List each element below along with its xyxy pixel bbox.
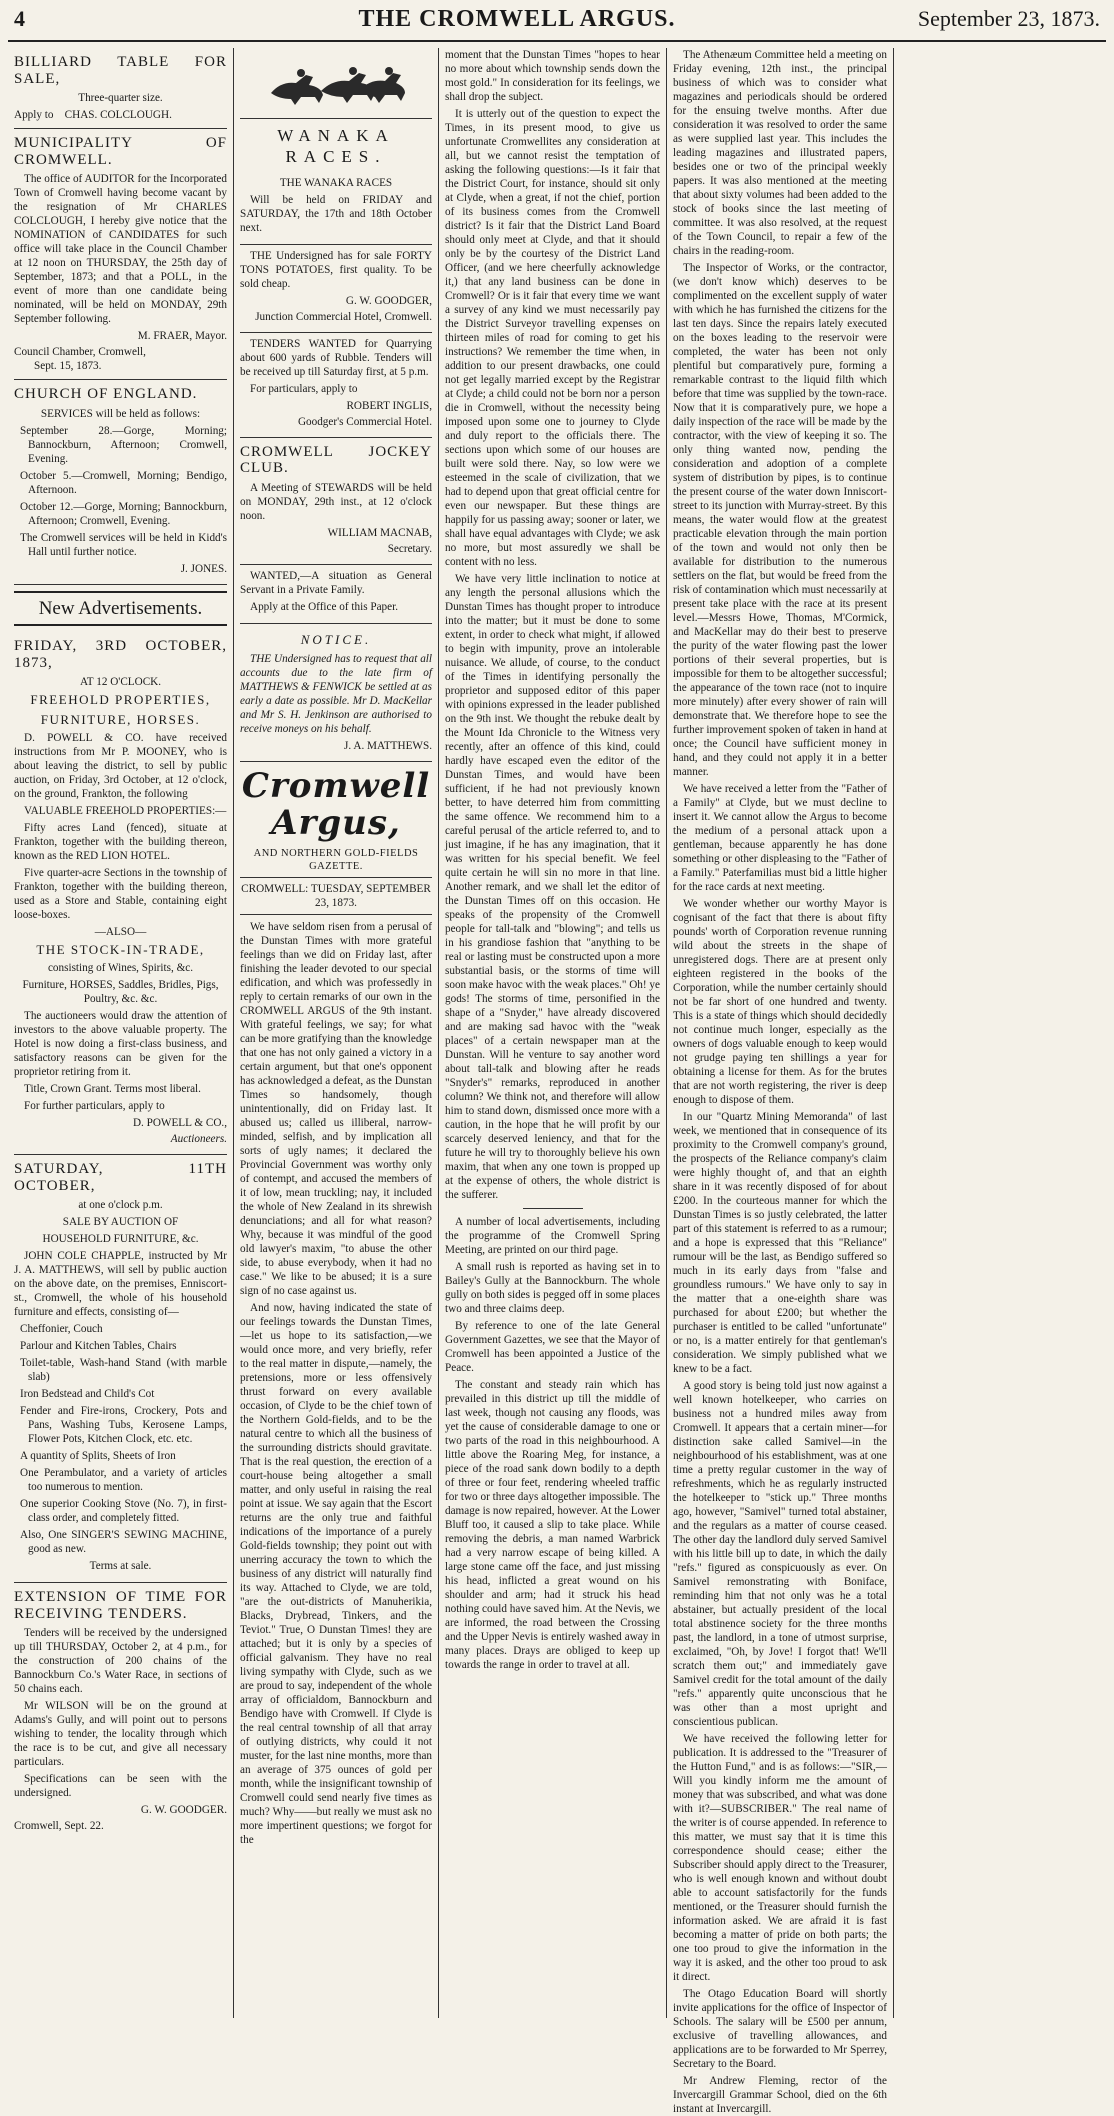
news-item: Mr Andrew Fleming, rector of the Invercargill Grammar School, died on the 6th instant at Invercargill.	[673, 2075, 887, 2115]
argus-masthead	[240, 762, 432, 878]
newspaper-title: THE CROMWELL ARGUS.	[358, 6, 676, 32]
news-item: By reference to one of the late General Government Gazettes, we see that the Mayor of Cromwell has been appointed a Justice of the Peace.	[445, 1320, 660, 1374]
municipality-sig: M. FRAER, Mayor.	[137, 330, 227, 342]
municipality-date: Sept. 15, 1873.	[34, 360, 102, 372]
auction1-time: AT 12 O'CLOCK.	[79, 676, 162, 689]
column-4	[666, 48, 893, 2115]
news-item: A good story is being told just now against a well known hotelkeeper, who carries on business not a hundred miles away from Cromwell. It appears that a certain miner—for distinction sake called Samivel—in the neighbourhood of his establishment, was at one time a pretty regular customer in the way of refreshments, which he as regularly instructed the hotelkeeper to "stick up." Three months ago, however, "Samivel" turned total abstainer, and the regulars as a matter of course ceased. The other day the landlord duly served Samivel with his little bill up to date, in which the daily "refs." figured as conspicuously as ever. On Samivel remonstrating with Boniface, reminding him that not only was he a total abstainer, but actually president of the local total abstinence society for the three months past, the landlord, in a tone of utmost surprise, exclaimed, "Oh, by Jove! I forgot that! We'll scratch them out;" and immediately gave Samivel credit for the total amount of the daily "refs." apparently quite unconscious that he was other than a most upright and conscientious publican.	[673, 1380, 887, 1728]
auction1-title2: FURNITURE, HORSES.	[40, 711, 201, 727]
billiard-apply: Apply to	[14, 109, 54, 121]
editorial-paragraph: And now, having indicated the state of our feelings towards the Dunstan Times, —let us hope to its satisfaction,—we would once more, and very briefly, refer to the real matter in dispute,—namely, the pretensions, more or less offensively thrust forward on every available occasion, of Clyde to be the chief town of the Northern Gold-fields, and to be the natural centre to which all the business of the surrounding districts should gravitate. That is the real question, the erection of a court-house being altogether a small matter, and only useful in raising the real point at issue. We say again that the Escort returns are the only true and faithful indications of the importance of a purely Gold-fields township; they point out with unerring accuracy the town to which the business of any district will naturally find its way. Attached to Clyde, we are told, "are the out-districts of Manuherikia, Blacks, Drybread, Tinkers, and the Teviot." True, O Dunstan Times! they are attached; but it is only by a species of official galvanism. They have no real living sympathy with Clyde, such as we are proud to say, independent of the whole array of officialdom, Bannockburn and Bendigo have with Cromwell. If Clyde is the real central township of all that array of outlying districts, why could it not muster, for the last nine months, more than an average of 375 ounces of gold per month, while the insignificant township of Cromwell could send nearly five times as much? Why——but really we must ask no more impertinent questions; we forgot for the	[240, 1301, 432, 1846]
jockey-body: A Meeting of STEWARDS will be held on MONDAY, 29th inst., at 12 o'clock noon.	[240, 481, 432, 522]
municipality-place: Council Chamber, Cromwell,	[14, 346, 146, 358]
divider	[523, 1208, 583, 1209]
church-line: September 28.—Gorge, Morning; Bannockburn, Afternoon; Cromwell, Evening.	[20, 424, 227, 465]
auction1-stock2: consisting of Wines, Spirits, &c.	[47, 962, 194, 974]
auction1-p1: Fifty acres Land (fenced), situate at Frankton, together with the building thereon, known as the RED LION HOTEL.	[14, 821, 227, 862]
argus-subtitle: AND NORTHERN GOLD-FIELDS GAZETTE.	[253, 847, 419, 872]
news-item: We have received the following letter for publication. It is addressed to the "Treasurer of the Hutton Fund," and is as follows:—"SIR,—Will you kindly inform me the amount of money that was subscribed, and what was done with it?—SUBSCRIBER." The real name of the writer is of course appended. In reference to this matter, we must say that it is time this correspondence should cease; either the Subscriber should apply direct to the Treasurer, who is well enough known and without doubt able to account satisfactorily for the funds mentioned, or the Treasurer should furnish the information asked. We are afraid it is fast becoming a matter of pride on both parts; the one too proud to give the information in the way it is asked, and the other too proud to ask it direct.	[673, 1733, 888, 1983]
extension-ad	[14, 1583, 227, 1839]
horse-race-cut	[240, 48, 432, 119]
auction2-item: A quantity of Splits, Sheets of Iron	[20, 1450, 176, 1462]
news-item: We wonder whether our worthy Mayor is cognisant of the fact that there is about fifty pounds' worth of Corporation revenue running wild about the streets in the shape of unregistered dogs. There are at present only eighteen registered in the books of the Corporation, while the number certainly should not be far short of one hundred and twenty. This is a state of things which should decidedly not continue much longer, especially as the owners of dogs valuable enough to keep would not grudge paying ten shillings a year for obtaining a license for them. As for the brutes that are not worth registering, the river is deep enough to dispose of them.	[673, 898, 887, 1106]
municipality-head: MUNICIPALITY OF CROMWELL.	[14, 135, 227, 168]
potatoes-sig: G. W. GOODGER,	[345, 294, 432, 307]
church-head: CHURCH OF ENGLAND.	[14, 386, 198, 402]
column-2	[233, 48, 438, 2018]
notice-body: THE Undersigned has to request that all accounts due to the late firm of MATTHEWS & FENWICK be settled at as early a date as possible. Mr D. MacKellar and Mr S. H. Jenkinson are authorised to receive moneys on his behalf.	[240, 652, 432, 735]
notice-ad	[240, 624, 432, 762]
wanaka-ad	[240, 119, 432, 245]
church-ad	[14, 380, 227, 585]
auction1-sig2: Auctioneers.	[170, 1133, 227, 1145]
column-3	[438, 48, 666, 2018]
auction1-body: D. POWELL & CO. have received instructions from Mr P. MOONEY, who is about leaving the district, to sell by public auction, on Friday, 3rd October, at 12 o'clock, on the ground, Frankton, the following	[14, 731, 227, 800]
auction-ad-1	[14, 632, 227, 1155]
auction2-terms: Terms at sale.	[89, 1560, 152, 1572]
notice-head: NOTICE.	[300, 631, 372, 647]
issue-date: September 23, 1873.	[917, 6, 1100, 31]
editorial-paragraph: It is utterly out of the question to expect the Times, in its present mood, to give us unfortunate Cromwellites any consideration at all, but we cannot resist the temptation of asking the following questions:—Is it fair that the District Court, for instance, should sit only at Clyde, when a great, if not the chief, portion of its business comes from the Cromwell district? Is it fair that the District Land Board should only meet at Clyde, and that it should only be by the courtesy of the District Land Officer, (and we here cheerfully acknowledge it,) that any land business can be done in Cromwell? Or is it fair that every time we want a survey of any kind we must necessarily pay the District Surveyor travelling expenses on thirteen miles of road for coming to get his instructions? We remember the time when, in addition to our present drawbacks, one could not get legally married except by the Registrar at Clyde; a child could not be born nor a person die in Cromwell, without the necessity being imposed upon some one to journey to Clyde and duly report to the officials there. The sections upon which some of our houses are built were sold there. Nay, so low were we esteemed in the scale of civilization, that we had to depend upon that great official centre for even our newspaper. But these things are happily for us passing away; sooner or later, we shall have equal advantages with Clyde; we ask no more, but most assuredly we shall be content with no less.	[445, 108, 660, 568]
extension-date: Cromwell, Sept. 22.	[14, 1820, 104, 1832]
editorial-paragraph: We have very little inclination to notice at any length the personal allusions which the Dunstan Times has thought proper to introduce into the matter; but it must be done to some extent, in order to check what might, if allowed to begin with impunity, prove an intolerable nuisance. We allude, of course, to the conduct of the Times in identifying personally the proprietor and supposed editor of this paper with opinions expressed in the leader published on the 9th inst. We thought the rebuke dealt by the Mount Ida Chronicle to the Witness very recently, after an offence of this kind, could hardly have escaped even the editor of the Dunstan Times, and would have been sufficient, if he had not previously known better, to have deterred him from committing the same offence. We recommend him to a careful perusal of the article referred to, and to just imagine, if he has any imagination, that it was written for his special benefit. We feel quite certain he will sin no more in that line. Another remark, and we shall let the editor of the Dunstan Times off on this occasion. He speaks of the propensity of the Cromwell people for tall-talk and "blowing"; and tells us in his grandiose fashion that "anything to be real or lasting must be constructed upon a more substantial basis, or the storms of time will soon make havoc with the weak places." Oh! ye gods! The storms of time, personified in the shape of a "Snyder," have already discovered and are making sad havoc with the "weak places" of a certain newspaper man at the Dunstan. Will he venture to say another word about tall-talk and blowing after he reads "Snyder's" remarks, reproduced in another column? We think not, and therefore will allow him to stand down, dismissed once more with a caution, in the hope that he will profit by our scarcely deserved leniency, and that for the future he will try to thoroughly believe his own maxim, that when any one town is propped up at the expense of others, the whole district is the sufferer.	[445, 573, 660, 1201]
tenders-sig: ROBERT INGLIS,	[346, 399, 432, 412]
auction2-t1: SALE BY AUCTION OF	[62, 1216, 179, 1228]
billiard-name: CHAS. COLCLOUGH.	[64, 109, 172, 121]
tenders-sig2: Goodger's Commercial Hotel.	[297, 415, 432, 428]
news-item: The Otago Education Board will shortly invite applications for the office of Inspector of Schools. The salary will be £500 per annum, exclusive of travelling allowances, and applications are to be forwarded to Mr Sperrey, Secretary to the Board.	[673, 1988, 887, 2070]
auction1-title: Title, Crown Grant. Terms most liberal.	[24, 1083, 201, 1095]
church-sig: J. JONES.	[180, 562, 227, 575]
tenders-body: TENDERS WANTED for Quarrying about 600 yards of Rubble. Tenders will be received up till Saturday first, at 5 p.m.	[240, 337, 432, 378]
editorial-paragraph: moment that the Dunstan Times "hopes to hear no more about which township sends down the most gold." In consideration for its feelings, we shall drop the subject.	[445, 49, 660, 103]
news-item: The Athenæum Committee held a meeting on Friday evening, 12th inst., the principal business of which was to consider what magazines and periodicals should be ordered for the ensuing twelve months. After due consideration it was resolved to order the same as were supplied last year. This includes the leading magazines and illustrated papers, besides one or two of the principal weekly papers. It was also mentioned at the meeting that about sixty volumes had been added to the stock of books since the last meeting of committee. It was also resolved, at the request of the Town Council, to repair a few of the chairs in the reading-room.	[673, 49, 887, 257]
billiard-sub: Three-quarter size.	[78, 92, 163, 104]
municipality-ad	[14, 129, 227, 380]
auction2-item: Fender and Fire-irons, Crockery, Pots and Pans, Washing Tubs, Kerosene Lamps, Flower Pots, Kitchen Clock, etc. etc.	[20, 1405, 227, 1445]
auction2-item: One Perambulator, and a variety of articles too numerous to mention.	[20, 1467, 227, 1493]
news-item: The Inspector of Works, or the contractor, (we don't know which) deserves to be complimented on the excellent supply of water with which he has furnished the citizens for the last ten days. Since the repairs lately executed on the boxes leading to the reservoir were completed, the water has been not only plentiful but comparatively pure, forming a remarkable contrast to the liquid filth which before that time was supplied by the town-race. Now that it is comparatively pure, we hope a daily inspection of the race will be made by the contractor, with the view of keeping it so. The only thing wanted now, pending the consideration and adoption of a complete system of distribution by pipes, is to continue the present course of the water down Inniscort-street to its junction with Murray-street. By this means, the water would flow at the greatest practicable elevation through the main portion of the town and would not only then be available for distribution to the numerous settlers on the flat, but would be freed from the risk of contamination which must necessarily at present take place with the race at its present level.—Messrs Howe, Thomas, M'Cormick, and MacKellar may do their best to preserve the purity of the water flowing past the lower portions of their several properties, but is impossible for them to be altogether successful; the appearance of the town race (not to inquire more minutely) after every shower of rain will demonstrate that. We therefore hope to see the further improvement spoken of taken in hand at once; the Council have sufficient money in hand, and they could not apply it in a better manner.	[673, 262, 887, 778]
extension-sig: G. W. GOODGER.	[140, 1804, 227, 1816]
municipality-body: The office of AUDITOR for the Incorporated Town of Cromwell having become vacant by the resignation of Mr CHARLES COLCLOUGH, I hereby give notice that the NOMINATION of CANDIDATES for such office will take place in the Council Chamber at 12 noon on THURSDAY, the 25th day of September, 1873; and that a POLL, in the event of more than one candidate being nominated, will be held on MONDAY, 29th September following.	[14, 173, 227, 325]
wanaka-head: WANAKA RACES.	[277, 126, 395, 167]
extension-spec: Specifications can be seen with the undersigned.	[14, 1773, 227, 1799]
auction1-p3: The auctioneers would draw the attention of investors to the above valuable property. The Hotel is now doing a first-class business, and satisfactory reasons can be given for the proprietor retiring from it.	[14, 1010, 227, 1078]
jockey-club-ad	[240, 438, 432, 565]
wanaka-sub: THE WANAKA RACES	[279, 176, 393, 189]
extension-body: Tenders will be received by the undersigned up till THURSDAY, October 2, at 4 p.m., for the construction of 200 chains of the Bannockburn Co.'s Water Race, in sections of 50 chains each.	[14, 1627, 227, 1695]
tenders-for: For particulars, apply to	[250, 382, 358, 395]
auction2-item: Parlour and Kitchen Tables, Chairs	[20, 1340, 177, 1352]
auction1-sig: D. POWELL & CO.,	[132, 1117, 227, 1129]
auction1-furn: Furniture, HORSES, Saddles, Bridles, Pigs, Poultry, &c. &c.	[22, 979, 219, 1005]
argus-title: Cromwell Argus,	[241, 765, 431, 844]
church-line: October 12.—Gorge, Morning; Bannockburn, Afternoon; Cromwell, Evening.	[20, 500, 227, 527]
potatoes-sig2: Junction Commercial Hotel, Cromwell.	[255, 310, 432, 323]
church-intro: SERVICES will be held as follows:	[40, 407, 201, 420]
page-masthead	[8, 6, 1106, 42]
auction1-further: For further particulars, apply to	[24, 1100, 165, 1112]
potatoes-ad	[240, 245, 432, 333]
auction2-item: Iron Bedstead and Child's Cot	[20, 1388, 155, 1400]
auction1-head: FRIDAY, 3RD OCTOBER, 1873,	[14, 638, 227, 671]
quarry-tenders-ad	[240, 333, 432, 438]
column-1	[8, 48, 233, 2018]
jockey-sig2: Secretary.	[387, 542, 432, 555]
news-item: We have received a letter from the "Father of a Family" at Clyde, but we must decline to insert it. We cannot allow the Argus to become the medium of a personal attack upon a gentleman, because apparently he has done something or other displeasing to the "Father of a Family." Paterfamilias must bid a little higher for the race cards at next meeting.	[673, 783, 887, 893]
news-item: A small rush is reported as having set in to Bailey's Gully at the Bannockburn. The whole gully on both sides is pegged off in some places two and three claims deep.	[445, 1261, 660, 1315]
church-line: October 5.—Cromwell, Morning; Bendigo, Afternoon.	[20, 469, 227, 496]
extension-head: EXTENSION OF TIME FOR RECEIVING TENDERS.	[14, 1589, 227, 1622]
columns	[8, 48, 1106, 2115]
jockey-head: CROMWELL JOCKEY CLUB.	[240, 443, 432, 476]
news-item: In our "Quartz Mining Memoranda" of last week, we mentioned that in consequence of its proximity to the Cromwell company's ground, the prospects of the Reliance company's claim were highly thought of, and that an eighth share in it was recently disposed of for about £200. In the courteous manner for which the Dunstan Times is so justly celebrated, the latter part of this statement is referred to as a rumour; and a hope is expressed that this "Reliance" rumour will be the last, as Bendigo suffered so much in its early days from "false and groundless rumours." We have only to say in the matter that a one-eighth share was purchased for about £200; but whether the purchaser is entitled to be called "unfortunate" or no, is a matter entirely for that gentleman's consideration. We simply published what we knew to be a fact.	[673, 1111, 887, 1375]
racehorses-icon	[261, 53, 411, 113]
auction2-head: SATURDAY, 11TH OCTOBER,	[14, 1161, 227, 1194]
auction-ad-2	[14, 1155, 227, 1583]
billiard-head: BILLIARD TABLE FOR SALE,	[14, 54, 227, 87]
auction1-title1: FREEHOLD PROPERTIES,	[30, 692, 211, 708]
news-item: The constant and steady rain which has prevailed in this district up till the middle of last week, though not causing any floods, was yet the cause of considerable damage to one or two parts of the road in this neighbourhood. A little above the Roaring Meg, for instance, a piece of the road sank down bodily to a depth of three or four feet, rendering wheeled traffic for two or three days altogether impossible. The damage is now repaired, however. At the Lower Bluff too, it caused a slip to take place. While removing the debris, a man named Warbrick had a very narrow escape of being killed. A large stone came off the face, and just missing his head, inflicted a great wound on his shoulder and arm; had it struck his head nothing could have saved him. At the Nevis, we are informed, the road between the Crossing and the Upper Nevis is entirely washed away in many places. Drays are obliged to keep up towards the range in order to travel at all.	[445, 1379, 660, 1671]
news-item: A number of local advertisements, including the programme of the Cromwell Spring Meeting, are printed on our third page.	[445, 1216, 660, 1256]
auction2-item: Cheffonier, Couch	[20, 1323, 103, 1335]
wanaka-body: Will be held on FRIDAY and SATURDAY, the 17th and 18th October next.	[240, 193, 432, 234]
auction2-item: Also, One SINGER'S SEWING MACHINE, good as new.	[20, 1529, 227, 1555]
auction2-item: Toilet-table, Wash-hand Stand (with marble slab)	[20, 1357, 227, 1383]
auction2-body: JOHN COLE CHAPPLE, instructed by Mr J. A. MATTHEWS, will sell by public auction on the above date, on the premises, Enniscort-st., Cromwell, the whole of his household furniture and effects, consisting of—	[14, 1250, 227, 1318]
auction2-t2: HOUSEHOLD FURNITURE, &c.	[42, 1233, 199, 1245]
auction1-also: —ALSO—	[94, 925, 147, 938]
jockey-sig: WILLIAM MACNAB,	[327, 526, 432, 539]
auction1-p2: Five quarter-acre Sections in the township of Frankton, together with the building thereon, used as a Store and Stable, containing eight loose-boxes.	[14, 866, 227, 921]
wanted-ad	[240, 565, 432, 624]
auction1-vfp: VALUABLE FREEHOLD PROPERTIES:—	[24, 804, 227, 817]
billiard-ad	[14, 48, 227, 129]
potatoes-body: THE Undersigned has for sale FORTY TONS POTATOES, first quality. To be sold cheap.	[240, 249, 432, 290]
editorial-paragraph: We have seldom risen from a perusal of the Dunstan Times with more grateful feelings than we did on Friday last, after finishing the leader devoted to our special edification, and which was professedly in reply to certain remarks of our own in the CROMWELL ARGUS of the 9th instant. With grateful feelings, we say; for what can be more gratifying than the knowledge that one has not only gained a victory in a certain argument, but that one's opponent has acknowledged a defeat, as the Dunstan Times so handsomely, though unintentionally, did on Friday last. It abused us; called us illiberal, narrow-minded, selfish, and by implication all sorts of ugly names; it declared the Provincial Government was worthy only of contempt, and accused the members of it of low, mean truckling; nay, it included the whole of New Zealand in its shrewish denunciations; and all for what reason? Why, because it was mindful of the good old lawyer's maxim, "to abuse the other side, to abuse everybody, when it had no case." We like to be abused; it is a sure sign of no case against us.	[240, 920, 432, 1297]
wanted-apply: Apply at the Office of this Paper.	[250, 600, 398, 613]
new-advertisements-heading: New Advertisements.	[14, 591, 227, 627]
notice-sig: J. A. MATTHEWS.	[344, 739, 432, 752]
editorial-dateline: CROMWELL: TUESDAY, SEPTEMBER 23, 1873.	[240, 878, 432, 915]
church-line: The Cromwell services will be held in Kidd's Hall until further notice.	[20, 531, 227, 558]
column-5	[893, 48, 1106, 2018]
extension-body2: Mr WILSON will be on the ground at Adams's Gully, and will point out to persons wishing to tender, the locality through which the race is to be cut, and give all necessary particulars.	[14, 1700, 227, 1768]
auction2-time: at one o'clock p.m.	[78, 1199, 163, 1211]
wanted-body: WANTED,—A situation as General Servant in a Private Family.	[240, 569, 432, 596]
auction1-stock: THE STOCK-IN-TRADE,	[36, 941, 205, 957]
auction2-item: One superior Cooking Stove (No. 7), in first-class order, and completely fitted.	[20, 1498, 227, 1524]
page-number: 4	[14, 6, 25, 31]
